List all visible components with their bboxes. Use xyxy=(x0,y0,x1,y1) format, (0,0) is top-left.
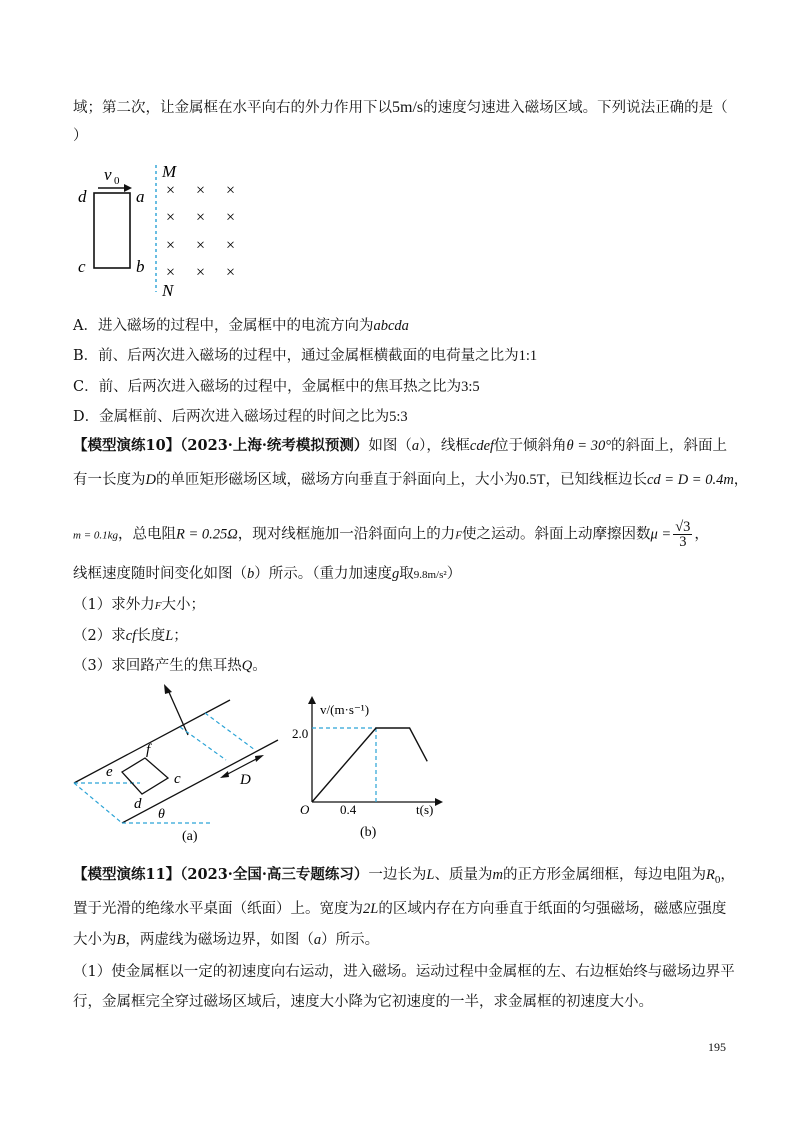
incline-top-edge xyxy=(74,700,230,783)
boundary-N-label: N xyxy=(162,281,174,300)
option-d xyxy=(73,407,408,427)
D-label: D xyxy=(240,772,251,788)
field-cross: × xyxy=(226,237,236,254)
q10-sub2-text: （2）求 xyxy=(73,628,126,644)
intro-text: 域；第二次，让金属框在水平向右的外力作用下以 xyxy=(73,100,392,116)
q11-text: 置于光滑的绝缘水平桌面（纸面）上。宽度为 xyxy=(73,901,363,917)
q10-text: 使之运动。斜面上动摩擦因数 xyxy=(462,526,651,543)
figure-1-magnetic-field xyxy=(70,160,270,300)
q10-g: g xyxy=(392,566,400,582)
field-cross: × xyxy=(196,182,206,199)
field-cross: × xyxy=(226,209,236,226)
q11-text: ， xyxy=(720,867,735,883)
D-arrow-left xyxy=(220,771,229,778)
q11-R0-subscript: 0 xyxy=(714,873,721,886)
q10-D: D xyxy=(145,472,156,488)
magnetic-field-crosses xyxy=(166,182,235,281)
q10-text: 的斜面上，斜面上 xyxy=(611,438,728,454)
q10-sub3-text-2: 。 xyxy=(252,658,267,674)
page-number: 195 xyxy=(708,1040,726,1054)
q10-sub-3 xyxy=(73,656,267,676)
q11-text: 一边长为 xyxy=(368,867,427,883)
q10-sub1-text-2: 大小； xyxy=(161,597,205,613)
v0-label: v xyxy=(104,165,112,184)
q10-sub2-text-2: 长度 xyxy=(136,628,166,644)
option-b-math: 1:1 xyxy=(518,348,538,364)
field-cross: × xyxy=(196,209,206,226)
D-arrow-right xyxy=(255,755,264,762)
corner-f-label: f xyxy=(146,742,151,758)
option-c xyxy=(73,377,480,397)
q10-sub-1 xyxy=(73,595,205,616)
q11-line-1 xyxy=(73,865,735,890)
q10-text: 如图（ xyxy=(368,438,412,454)
velocity-time-line xyxy=(312,728,427,802)
field-cross: × xyxy=(166,264,176,281)
q11-label: 【模型演练11】（2023·全国·高三专题练习） xyxy=(73,866,369,883)
corner-d-label: d xyxy=(134,796,142,812)
x-axis-label: t(s) xyxy=(416,802,434,817)
option-b-text: B．前、后两次进入磁场的过程中，通过金属框横截面的电荷量之比为 xyxy=(73,348,519,364)
option-d-text: D．金属框前、后两次进入磁场过程的时间之比为 xyxy=(73,409,390,425)
v0-subscript: 0 xyxy=(114,175,120,187)
q10-text: ，现对线框施加一沿斜面向上的力 xyxy=(237,526,456,543)
q10-line-4 xyxy=(73,564,461,585)
q10-line-2 xyxy=(73,470,748,490)
q11-text: （1）使金属框以一定的初速度向右运动，进入磁场。运动过程中金属框的左、右边框始终与磁场边界平 xyxy=(73,964,735,980)
q10-sub-2 xyxy=(73,626,188,646)
corner-d-label: d xyxy=(78,187,87,206)
y-axis-label: v/(m·s⁻¹) xyxy=(320,702,370,717)
incline-base-left xyxy=(74,783,122,823)
q10-sub2-cf: cf xyxy=(125,628,137,644)
corner-a-label: a xyxy=(136,187,145,206)
boundary-M-label: M xyxy=(162,162,177,181)
q10-resistance: R = 0.25Ω xyxy=(176,526,238,543)
speed-value: 5m/s xyxy=(392,99,424,116)
caption-a: (a) xyxy=(182,829,198,844)
corner-b-label: b xyxy=(136,257,145,276)
q10-sub3-text: （3）求回路产生的焦耳热 xyxy=(73,658,242,674)
q10-cd-value: cd = D = 0.4m xyxy=(646,472,734,488)
field-cross: × xyxy=(196,264,206,281)
q11-m: m xyxy=(492,867,503,883)
intro-line-2 xyxy=(73,126,88,146)
intro-text-2: 的速度匀速进入磁场区域。下列说法正确的是（ xyxy=(423,100,728,116)
q10-F: F xyxy=(455,529,462,542)
corner-c-label: c xyxy=(174,771,181,787)
q10-sub2-text-3: ； xyxy=(173,628,188,644)
mu-numerator: √3 xyxy=(675,519,691,535)
q10-text: 有一长度为 xyxy=(73,472,146,488)
metal-frame xyxy=(94,193,130,268)
x-tick-0-4: 0.4 xyxy=(340,802,357,817)
q11-text: 的正方形金属细框，每边电阻为 xyxy=(502,867,706,883)
q11-line-3 xyxy=(73,930,379,950)
q11-fig-a: a xyxy=(313,932,322,948)
q10-text: 的单匝矩形磁场区域，磁场方向垂直于斜面向上，大小为 xyxy=(155,472,519,488)
q11-text: 大小为 xyxy=(73,932,117,948)
option-d-math: 5:3 xyxy=(389,409,408,425)
q11-text: 行，金属框完全穿过磁场区域后，速度大小降为它初速度的一半，求金属框的初速度大小。 xyxy=(73,994,653,1010)
option-a-math: abcda xyxy=(373,318,409,334)
q10-sub2-L: L xyxy=(165,628,174,644)
velocity-arrow-head xyxy=(124,184,132,192)
intro-line-1 xyxy=(73,98,728,118)
q11-line-4 xyxy=(73,962,735,982)
mu-denominator: 3 xyxy=(679,534,687,550)
q10-sub1-F: F xyxy=(154,600,162,612)
origin-label: O xyxy=(300,802,310,817)
q10-fig-a: a xyxy=(411,438,420,454)
q11-text: ，两虚线为磁场边界，如图（ xyxy=(125,932,314,948)
q11-text: 的区域内存在方向垂直于纸面的匀强磁场，磁感应强度 xyxy=(378,901,727,917)
q10-text: ） xyxy=(446,566,462,582)
option-c-text: C．前、后两次进入磁场的过程中，金属框中的焦耳热之比为 xyxy=(73,379,462,395)
q10-line-1 xyxy=(73,436,727,456)
q11-R0: R xyxy=(705,867,715,883)
figure-2b-vt-graph xyxy=(290,690,450,840)
field-cross: × xyxy=(166,209,176,226)
q11-2L: 2L xyxy=(363,901,379,917)
q10-text: 取 xyxy=(399,566,414,582)
x-axis-arrow xyxy=(435,798,443,806)
q10-mass: m = 0.1kg xyxy=(73,529,118,542)
q10-text: 线框速度随时间变化如图（ xyxy=(73,566,247,582)
q10-label: 【模型演练10】（2023·上海·统考模拟预测） xyxy=(73,437,369,454)
q10-mu: μ = xyxy=(650,526,672,543)
q11-B: B xyxy=(116,932,126,948)
figure-2a-incline xyxy=(60,680,290,845)
q11-line-5 xyxy=(73,992,653,1012)
normal-arrow-head xyxy=(164,684,172,694)
field-cross: × xyxy=(226,264,236,281)
option-a-text: A．进入磁场的过程中，金属框中的电流方向为 xyxy=(73,318,374,334)
field-boundary-2 xyxy=(205,713,255,750)
field-cross: × xyxy=(166,182,176,199)
q10-sub3-Q: Q xyxy=(241,658,253,674)
q10-text: ，总电阻 xyxy=(118,526,176,543)
q10-text: ，已知线框边长 xyxy=(545,472,647,488)
q10-g-value: 9.8m/s² xyxy=(413,569,447,581)
q11-L: L xyxy=(426,867,435,883)
q11-text: 、质量为 xyxy=(434,867,493,883)
q10-text: ）所示。（重力加速度 xyxy=(254,566,392,582)
mu-fraction xyxy=(673,520,692,549)
corner-c-label: c xyxy=(78,257,86,276)
option-a xyxy=(73,316,409,336)
q10-fig-b: b xyxy=(247,566,255,582)
caption-b: (b) xyxy=(360,825,377,840)
closing-paren: ） xyxy=(73,128,88,144)
q10-B-value: 0.5T xyxy=(518,472,546,488)
q10-line-3 xyxy=(73,520,709,549)
field-cross: × xyxy=(226,182,236,199)
q10-sub1-text: （1）求外力 xyxy=(73,597,155,613)
q11-line-2 xyxy=(73,899,726,919)
field-cross: × xyxy=(196,237,206,254)
q10-text: ， xyxy=(694,526,709,543)
option-b xyxy=(73,346,537,366)
q10-text: 位于倾斜角 xyxy=(494,438,567,454)
theta-label: θ xyxy=(158,807,165,822)
y-tick-2-0: 2.0 xyxy=(292,726,309,741)
y-axis-arrow xyxy=(308,696,316,704)
field-cross: × xyxy=(166,237,176,254)
field-boundary-1 xyxy=(180,727,226,760)
corner-e-label: e xyxy=(106,764,113,780)
wire-frame-cdef xyxy=(122,758,168,794)
option-c-math: 3:5 xyxy=(461,379,480,395)
q10-theta: θ = 30° xyxy=(566,438,612,454)
q11-text: ）所示。 xyxy=(321,932,380,948)
q10-text: ， xyxy=(733,472,749,488)
q10-text: ），线框 xyxy=(419,438,470,454)
q10-cdef: cdef xyxy=(469,438,495,454)
